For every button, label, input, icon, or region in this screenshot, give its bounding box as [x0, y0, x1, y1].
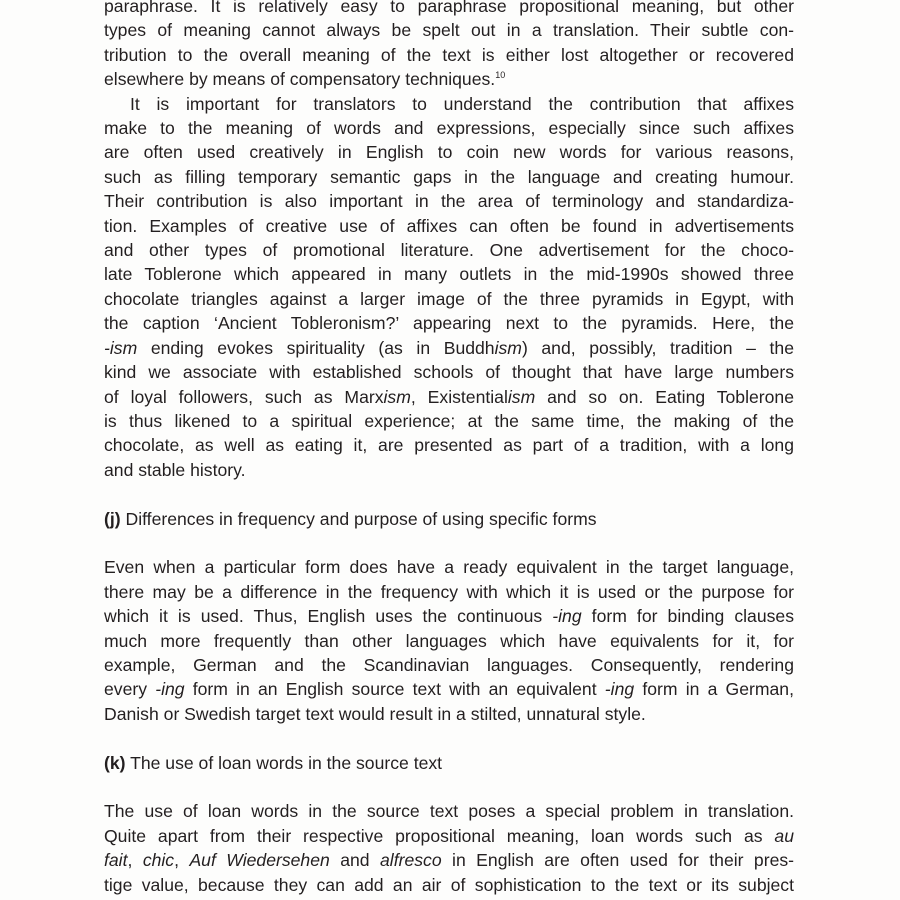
section-heading-k: [104, 751, 794, 775]
italic-run: chic: [142, 850, 175, 871]
text-line: It is important for translators to understand the contribution that affixes: [130, 93, 794, 114]
text-line: tige value, because they can add an air of sophistication to the text or its subject: [104, 874, 794, 895]
text-run: elsewhere by means of compensatory techniques.: [104, 69, 496, 90]
italic-run: -ing: [155, 679, 185, 700]
text-line: the caption ‘Ancient Tobleronism?’ appearing next to the pyramids. Here, the: [104, 313, 794, 334]
text-run: ,: [127, 850, 143, 871]
text-run: which it is used. Thus, English uses the continuous: [104, 606, 553, 627]
text-run: form in a German,: [634, 679, 794, 700]
text-line: paraphrase. It is relatively easy to paraphrase propositional meaning, but other: [104, 0, 794, 16]
text-line: there may be a difference in the frequency with which it is used or the purpose for: [104, 581, 794, 602]
italic-run: au: [774, 825, 794, 846]
italic-run: ism: [507, 386, 536, 407]
italic-run: -ism: [104, 337, 138, 358]
text-line: Their contribution is also important in the area of terminology and standardiza-: [104, 191, 794, 212]
paragraph-continuation: [104, 0, 794, 92]
text-line: [104, 677, 794, 701]
text-line: [104, 336, 794, 360]
section-title: Differences in frequency and purpose of using specific forms: [120, 508, 597, 529]
italic-run: ism: [494, 337, 522, 358]
text-line: late Toblerone which appeared in many outlets in the mid-1990s showed three: [104, 264, 794, 285]
italic-run: -ing: [552, 606, 582, 627]
text-line: chocolate, as well as eating it, are presented as part of a tradition, with a long: [104, 435, 794, 456]
text-line: types of meaning cannot always be spelt out in a translation. Their subtle con-: [104, 20, 794, 41]
text-line: kind we associate with established schools of thought that have large numbers: [104, 362, 794, 383]
text-line: [104, 604, 794, 628]
section-label: (j): [104, 508, 121, 529]
text-line: is thus likened to a spiritual experience; at the same time, the making of the: [104, 410, 794, 431]
text-line: example, German and the Scandinavian languages. Consequently, rendering: [104, 654, 794, 675]
text-line: The use of loan words in the source text poses a special problem in translation.: [104, 801, 794, 822]
text-run: and so on. Eating Toblerone: [535, 386, 794, 407]
text-line: Danish or Swedish target text would result in a stilted, unnatural style.: [104, 703, 646, 724]
text-line: and stable history.: [104, 459, 246, 480]
paragraph-spacer: [104, 482, 794, 506]
text-run: of loyal followers, such as Marx: [104, 386, 384, 407]
paragraph-affixes: [104, 92, 794, 483]
paragraph-loan-words: [104, 799, 794, 897]
text-line: and other types of promotional literature. One advertisement for the choco-: [104, 240, 794, 261]
text-line: much more frequently than other languages which have equivalents for it, for: [104, 630, 794, 651]
text-run: , Existential: [410, 386, 508, 407]
paragraph-frequency: [104, 555, 794, 726]
text-run: every: [104, 679, 156, 700]
section-title: The use of loan words in the source text: [125, 752, 443, 773]
text-run: ) and, possibly, tradition – the: [521, 337, 794, 358]
italic-run: -ing: [604, 679, 635, 700]
text-line: chocolate triangles against a larger image of the three pyramids in Egypt, with: [104, 288, 794, 309]
italic-run: Auf Wiedersehen: [189, 850, 330, 871]
text-run: ,: [174, 850, 190, 871]
text-line: [104, 67, 794, 91]
text-column: [104, 0, 794, 897]
section-heading-j: [104, 507, 794, 531]
text-line: tion. Examples of creative use of affixes can often be found in advertisements: [104, 215, 794, 236]
text-run: ending evokes spirituality (as in Buddh: [137, 337, 495, 358]
text-line: [104, 824, 794, 848]
text-run: and: [329, 850, 381, 871]
italic-run: alfresco: [380, 850, 442, 871]
italic-run: fait: [104, 850, 128, 871]
text-run: in English are often used for their pres-: [441, 850, 795, 871]
text-line: [104, 848, 794, 872]
text-line: tribution to the overall meaning of the text is either lost altogether or recovered: [104, 44, 794, 65]
section-label: (k): [104, 752, 126, 773]
text-run: form for binding clauses: [581, 606, 795, 627]
text-line: are often used creatively in English to coin new words for various reasons,: [104, 142, 794, 163]
text-line: [104, 385, 794, 409]
paragraph-spacer: [104, 726, 794, 750]
text-run: form in an English source text with an equivalent: [184, 679, 605, 700]
text-line: make to the meaning of words and expressions, especially since such affixes: [104, 118, 794, 139]
footnote-reference[interactable]: 10: [495, 70, 506, 81]
text-line: such as filling temporary semantic gaps in the language and creating humour.: [104, 166, 794, 187]
italic-run: ism: [383, 386, 411, 407]
text-line: Even when a particular form does have a ready equivalent in the target language,: [104, 557, 794, 578]
paragraph-spacer: [104, 775, 794, 799]
text-run: Quite apart from their respective propositional meaning, loan words such as: [104, 825, 775, 846]
paragraph-spacer: [104, 531, 794, 555]
